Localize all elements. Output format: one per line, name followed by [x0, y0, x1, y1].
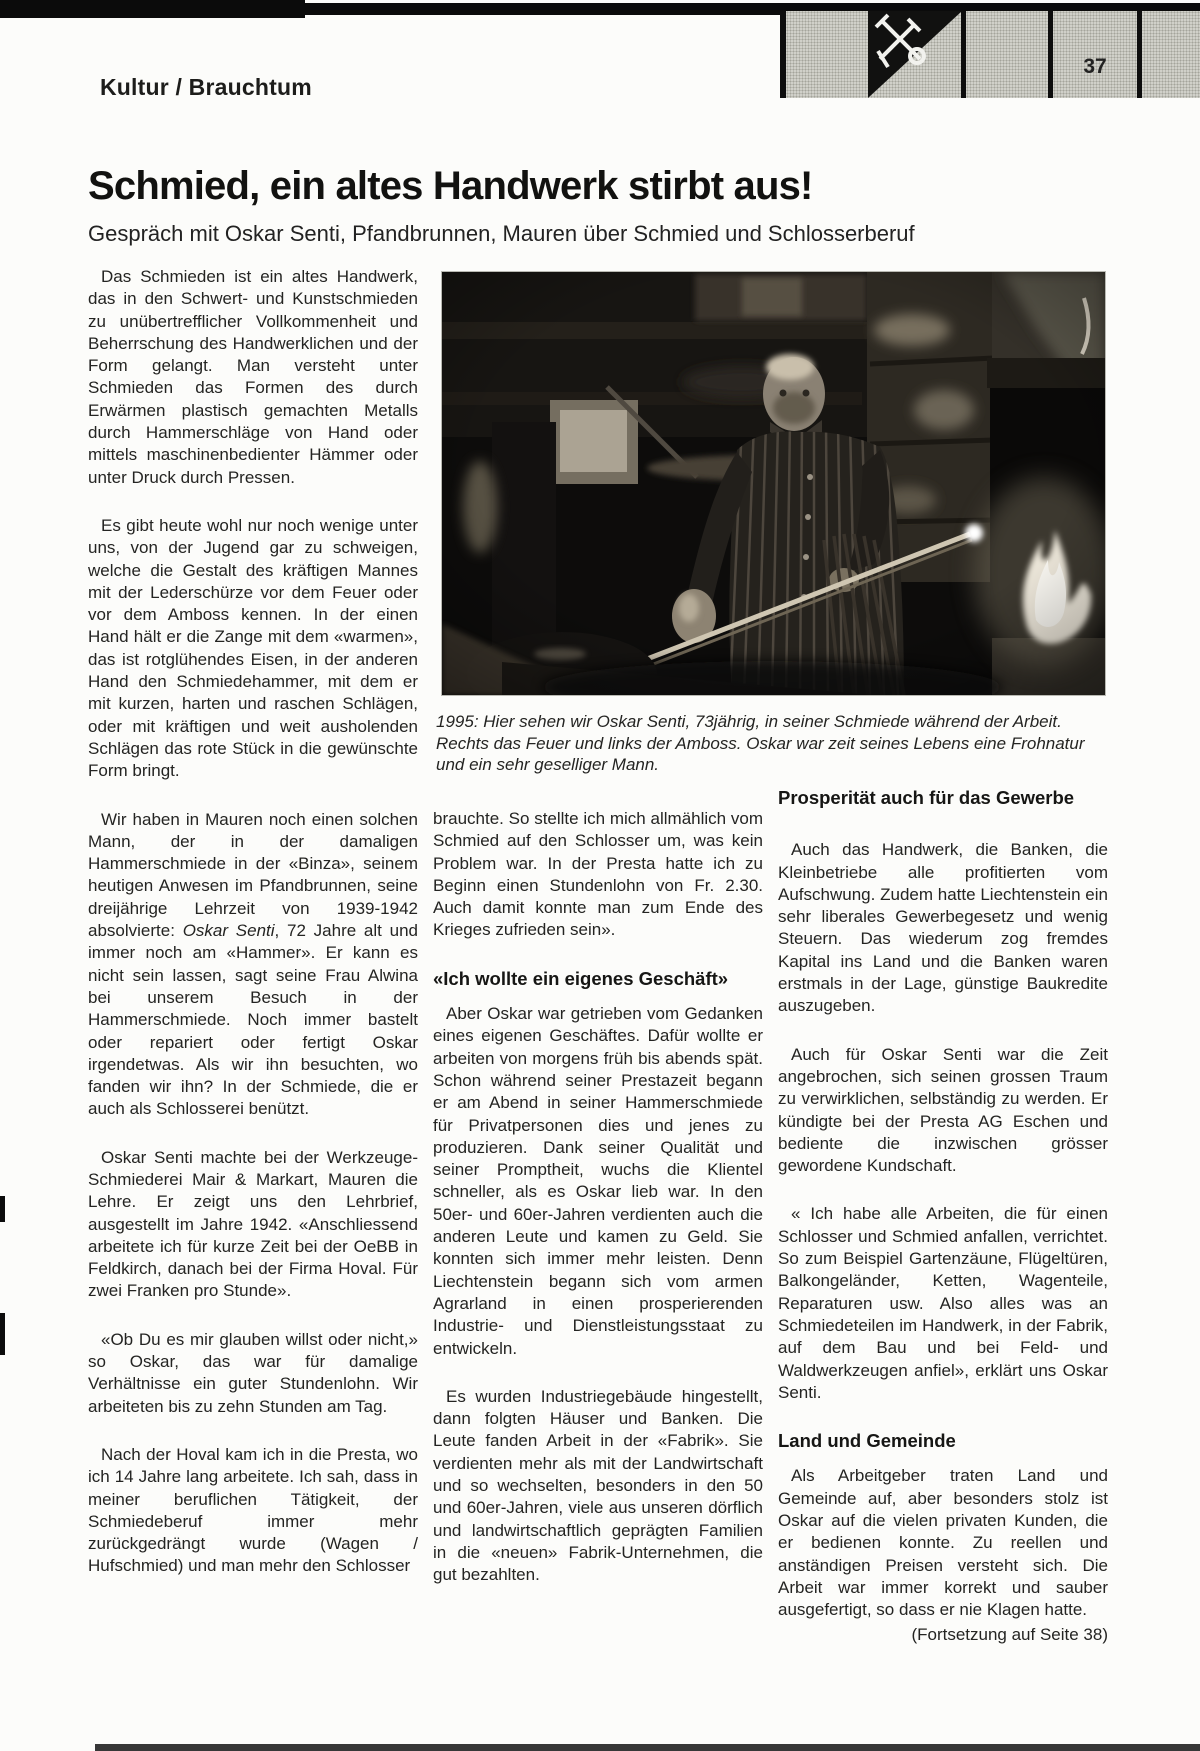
subheading-eigenes-geschaeft: «Ich wollte ein eigenes Geschäft»	[433, 967, 729, 989]
column-1	[88, 266, 418, 1604]
paragraph: « Ich habe alle Arbeiten, die für einen Schlosser und Schmied anfallen, verrichtet. So zum Beispiel Gartenzäune, Flügeltüren, Balkongeländer, Ketten, Wagenteile, Reparaturen usw. Also alles was an Schmiedeteilen im Handwerk, in der Fabrik, auf dem Bau und bei Feld- und Waldwerkzeugen anfiel», erklärt uns Oskar Senti.	[778, 1204, 1108, 1402]
scan-edge-mark	[0, 1196, 5, 1222]
paragraph: Auch für Oskar Senti war die Zeit angebrochen, sich seinen grossen Traum zu verwirklichen, selbständig zu werden. Er kündigte bei der Presta AG Eschen und bediente die inzwischen grösser gewordene Kundschaft.	[778, 1044, 1108, 1176]
continuation-note: (Fortsetzung auf Seite 38)	[911, 1624, 1108, 1644]
column-2	[433, 808, 763, 1613]
section-label: Kultur / Brauchtum	[100, 74, 312, 100]
smithy-photo-illustration	[442, 272, 1105, 695]
banner-divider	[780, 11, 786, 98]
paragraph: Wir haben in Mauren noch einen solchen Mann, der in der damaligen Hammerschmiede in der «Binza», seinem heutigen Anwesen im Pfandbrunnen, seine dreijährige Lehrzeit von 1939-1942 absolvierte: Oskar Senti, 72 Jahre alt und immer noch am «Hammer». Er kann es nicht sein lassen, sagt seine Frau Alwina bei unserem Besuch in der Hammerschmiede. Noch immer bastelt oder repariert oder fertigt Oskar irgendetwas. Als wir ihn besuchten, wo fanden wir ihn? In der Schmiede, die er auch als Schlosserei benützt.	[88, 809, 418, 1119]
top-rule-right	[1012, 3, 1200, 11]
subheading-land-gemeinde: Land und Gemeinde	[778, 1430, 956, 1452]
article-subtitle: Gespräch mit Oskar Senti, Pfandbrunnen, Mauren über Schmied und Schlosserberuf	[88, 221, 915, 246]
paragraph: Aber Oskar war getrieben vom Gedanken eines eigenen Geschäftes. Dafür wollte er arbeiten von morgens früh bis abends spät. Schon während seiner Prestazeit begann er am Abend in seiner Hammerschmiede für Privatpersonen dies und jenes zu produzieren. Dank seiner Qualität und seiner Promptheit, wuchs die Klientel schneller, als es Oskar lieb war. In den 50er- und 60er-Jahren verdienten auch die anderen Leute und kamen zu Geld. Sie konnten sich immer mehr leisten. Denn Liechtenstein begann sich vom armen Agrarland in einen prosperierenden Industrie- und Dienstleistungsstaat zu entwickeln.	[433, 1004, 763, 1358]
paragraph: Als Arbeitgeber traten Land und Gemeinde auf, aber besonders stolz ist Oskar auf die vielen privaten Kunden, die er bedienen konnte. Zu reellen und anständigen Preisen versteht sich. Die Arbeit war immer korrekt und sauber ausgefertigt, so dass er nie Klagen hatte.	[778, 1466, 1108, 1620]
column-3	[778, 787, 1108, 1672]
page-number: 37	[1083, 55, 1107, 78]
paragraph: brauchte. So stellte ich mich allmählich vom Schmied auf den Schlosser um, was kein Problem war. In der Presta hatte ich zu Beginn einen Stundenlohn von Fr. 2.30. Auch damit konnte man zum Ende des Krieges zufrieden sein».	[433, 809, 763, 940]
article-title: Schmied, ein altes Handwerk stirbt aus!	[88, 164, 813, 208]
paragraph: Es gibt heute wohl nur noch wenige unter uns, von der Jugend gar zu schweigen, welche die Gestalt des kräftigen Mannes mit der Lederschürze vor dem Feuer oder vor dem Amboss kennen. In der einen Hand hält er die Zange mit dem «warmen», das ist rotglühendes Eisen, in der anderen Hand den Schmiedehammer, mit dem er mit kurzen, harten und raschen Schlägen, oder mit kräftigen und weit ausholenden Schlägen das rote Stück in die gewünschte Form bringt.	[88, 515, 418, 781]
paragraph: «Ob Du es mir glauben willst oder nicht,» so Oskar, das war für damalige Verhältnisse ein guter Stundenlohn. Wir arbeiteten bis zu zehn Stunden am Tag.	[88, 1329, 418, 1416]
paragraph: Auch das Handwerk, die Banken, die Kleinbetriebe alle profitierten vom Aufschwung. Zudem hatte Liechtenstein ein sehr liberales Gewerbegesetz und wenig Steuern. Das wiederum zog fremdes Kapital ins Land und die Banken waren erstmals in der Lage, günstige Baukredite auszugeben.	[778, 840, 1108, 1016]
scan-edge-mark	[0, 1313, 5, 1355]
article-photo	[442, 272, 1105, 695]
paragraph: Nach der Hoval kam ich in die Presta, wo ich 14 Jahre lang arbeitete. Ich sah, dass in meiner beruflichen Tätigkeit, der Schmiedeberuf immer mehr zurückgedrängt wurde (Wagen / Hufschmied) und man mehr den Schlosser	[88, 1444, 418, 1576]
bottom-rule	[95, 1744, 1200, 1751]
paragraph: Oskar Senti machte bei der Werkzeuge-Schmiederei Mair & Markart, Mauren die Lehre. Er zeigt uns den Lehrbrief, ausgestellt im Jahre 1942. «Anschliessend arbeitete ich für kurze Zeit bei der OeBB in Feldkirch, danach bei der Firma Hoval. Für zwei Franken pro Stunde».	[88, 1147, 418, 1301]
photo-caption: 1995: Hier sehen wir Oskar Senti, 73jährig, in seiner Schmiede während der Arbeit. Rechts das Feuer und links der Amboss. Oskar war zeit seines Lebens eine Frohnatur und ein sehr geselliger Mann.	[436, 712, 1085, 774]
page-corner-banner	[780, 11, 1200, 98]
paragraph: Das Schmieden ist ein altes Handwerk, das in den Schwert- und Kunstschmieden zu unübertrefflicher Vollkommenheit und Beherrschung des Handwerklichen und der Form gelangt. Man versteht unter Schmieden das Formen des durch Erwärmen plastisch gemachten Metalls durch Hammerschläge von Hand oder mittels maschinenbedienter Hämmer oder unter Druck durch Pressen.	[88, 267, 418, 487]
banner-divider	[1137, 11, 1142, 98]
paragraph: Es wurden Industriegebäude hingestellt, dann folgten Häuser und Banken. Die Leute fanden Arbeit in der «Fabrik». Sie verdienten mehr als mit der Landwirtschaft und so wechselten, besonders in den 50 und 60er-Jahren, viele aus unseren dörflich und landwirtschaftlich geprägten Familien in die «neuen» Fabrik-Unternehmen, die gut bezahlten.	[433, 1386, 763, 1585]
corner-triangle	[868, 11, 962, 98]
subheading-prosperitaet: Prosperität auch für das Gewerbe	[778, 787, 1075, 808]
